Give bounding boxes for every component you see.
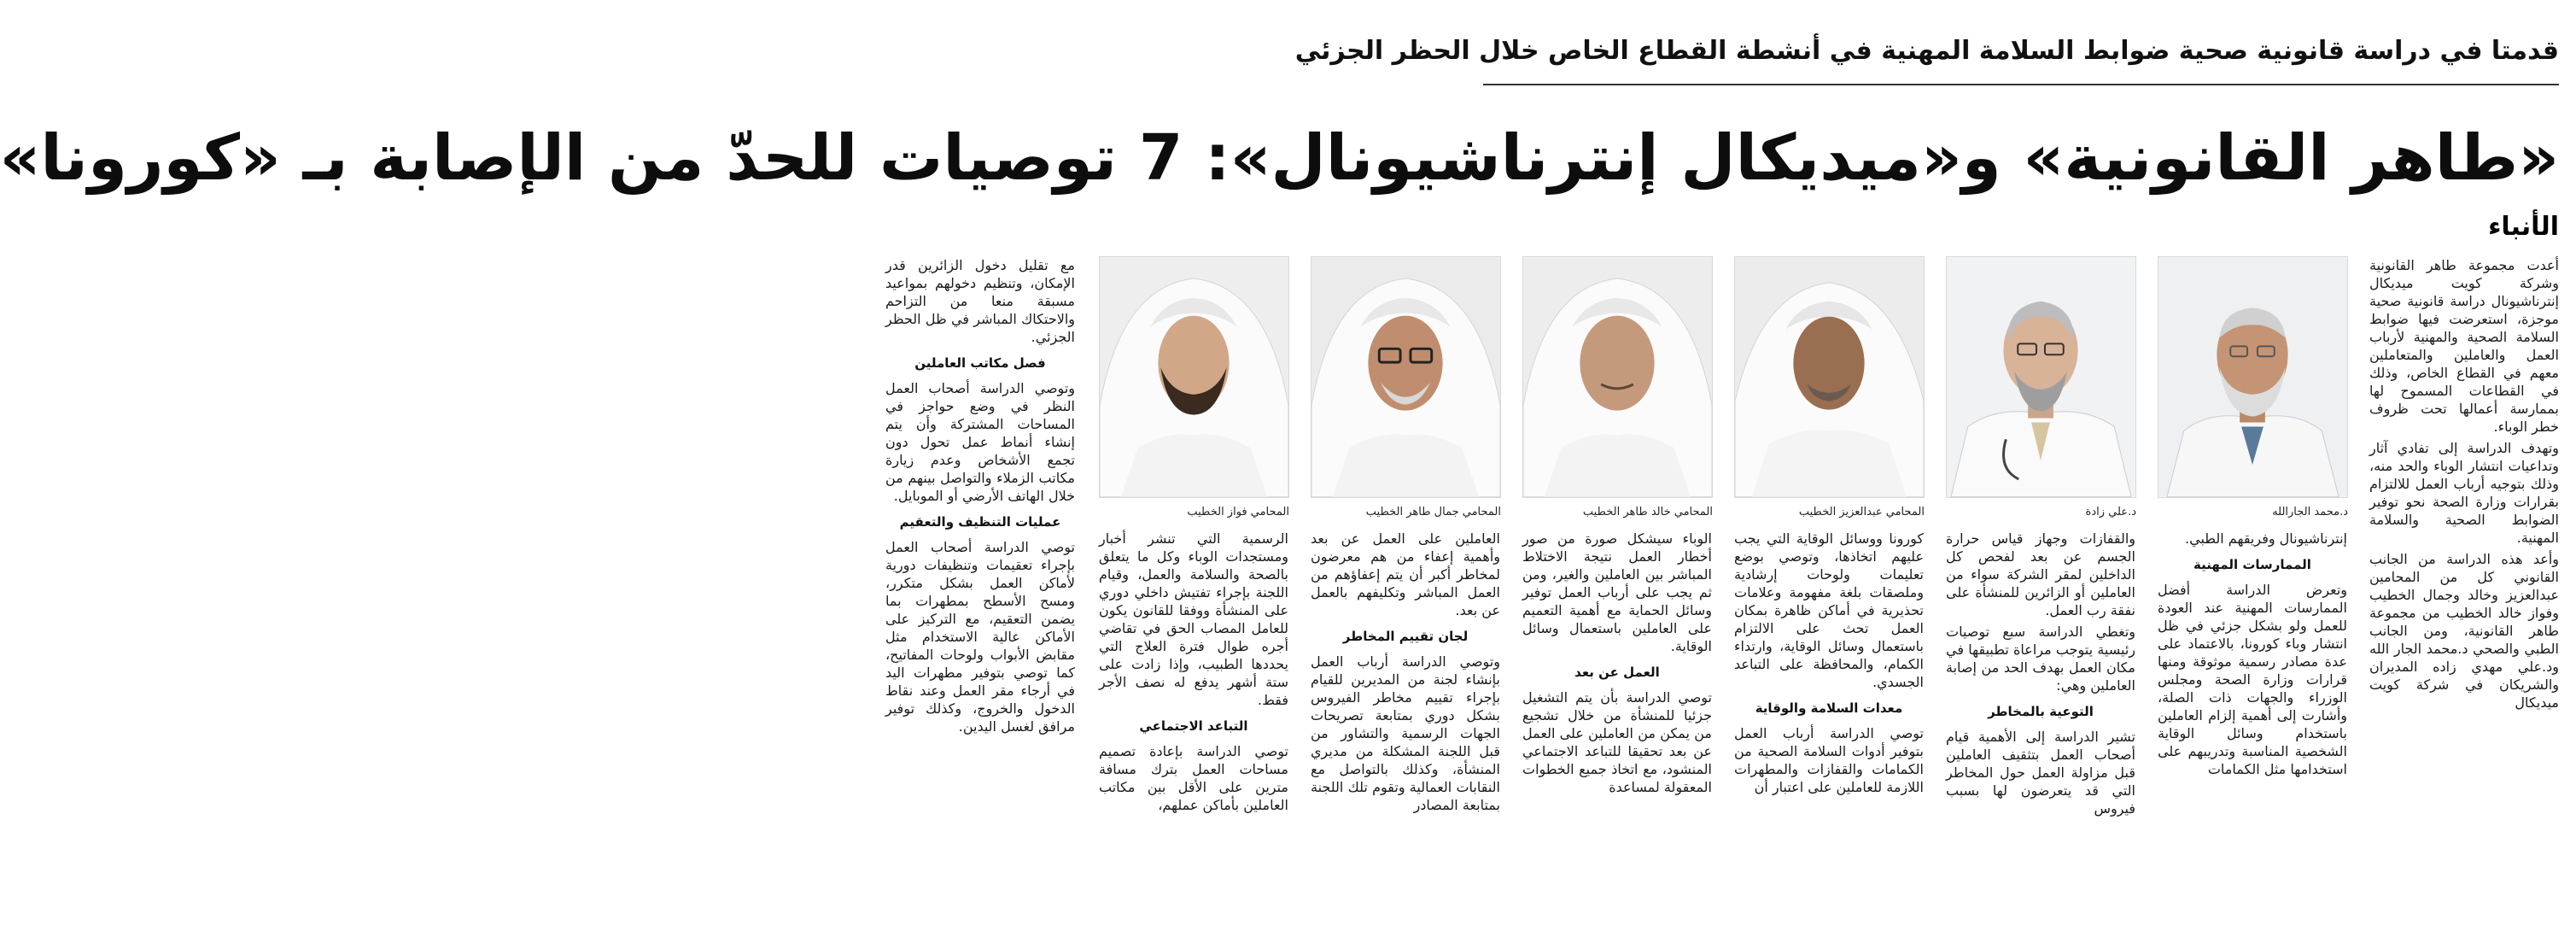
paragraph: وتغطي الدراسة سبع توصيات رئيسية يتوجب مراعاة تطبيقها في مكان العمل بهدف الحد من إصابة العاملين وهي: [1946, 624, 2135, 694]
portrait-ali-zadah [1946, 256, 2136, 498]
caption-fawaz-alkhatib: المحامي فواز الخطيب [1187, 506, 1289, 518]
article-column-2 [2158, 530, 2347, 931]
article-column-4 [1734, 530, 1924, 931]
paragraph: وتعرض الدراسة أفضل الممارسات المهنية عند العودة للعمل ولو بشكل جزئي في ظل انتشار وباء كورونا، بالاعتماد على عدة مصادر رسمية موثوقة ومنها قرارات وزارة الصحة ومجلس الوزراء والجهات ذات الصلة، وأشارت إلى أهمية إلزام العاملين باستخدام وسائل الوقاية الشخصية المناسبة وتدريبهم على استخدامها مثل الكمامات [2158, 582, 2347, 777]
paragraph: والقفازات وجهاز قياس حرارة الجسم عن بعد لفحص كل الداخلين لمقر الشركة سواء من العاملين أو الزائرين للمنشأة على نفقة رب العمل. [1946, 530, 2135, 618]
paragraph: الوباء سيشكل صورة من صور أخطار العمل نتيجة الاختلاط المباشر بين العاملين والغير، ومن ثم يجب على أرباب العمل توفير وسائل الحماية مع أهمية التعميم على العاملين باستعمال وسائل الوقاية. [1522, 530, 1712, 654]
main-headline: «طاهر القانونية» و«ميديكال إنترناشيونال»: 7 توصيات للحدّ من الإصابة بـ «كورونا» [0, 121, 2559, 195]
alanba-logo: الأنباء [2488, 212, 2559, 242]
paragraph: وأعد هذه الدراسة من الجانب القانوني كل من المحامين عبدالعزيز وخالد وجمال الخطيب وفواز خالد الخطيب من مجموعة طاهر القانونية، ومن الجانب الطبي والصحي د.محمد الجار الله ود.علي مهدي زاده المديران والشريكان في شركة كويت ميديكال [2369, 551, 2559, 711]
paragraph: توصي الدراسة أصحاب العمل بإجراء تعقيمات وتنظيفات دورية لأماكن العمل بشكل متكرر، ومسح الأسطح بمطهرات بما يضمن التعقيم، مع التركيز على الأماكن عالية الاستخدام مثل مقابض الأبواب ولوحات المفاتيح، كما توصي بتوفير مطهرات اليد في أرجاء مقر العمل وعند نقاط الدخول والخروج، وكذلك توفير مرافق لغسل اليدين. [885, 539, 1075, 735]
article-column-1 [2369, 256, 2559, 931]
article-column-5 [1522, 530, 1712, 931]
portrait-abdulaziz-alkhatib [1734, 256, 1925, 498]
portrait-khaled-alkhatib [1522, 256, 1713, 498]
portrait-photo-icon [1523, 257, 1712, 497]
paragraph: توصي الدراسة بأن يتم التشغيل جزئيا للمنشأة من خلال تشجيع من يمكن من العاملين على العمل عن بعد تحقيقا للتباعد الاجتماعي المنشود، مع اتخاذ جميع الخطوات المعقولة لمساعدة [1522, 689, 1712, 795]
subheading: التوعية بالمخاطر [1988, 704, 2094, 719]
paragraph: الرسمية التي تنشر أخبار ومستجدات الوباء وكل ما يتعلق بالصحة والسلامة والعمل، وقيام اللجنة بإجراء تفتيش داخلي دوري على المنشأة ووفقا للقانون يكون للعامل المصاب الحق في تقاضي أجره طوال فترة العلاج التي يحددها الطبيب، وإذا زادت على ستة أشهر يدفع له نصف الأجر فقط. [1099, 530, 1288, 708]
paragraph: وتوصي الدراسة أرباب العمل بإنشاء لجنة من المديرين للقيام بإجراء تقييم مخاطر الفيروس بشكل دوري بمتابعة تصريحات الجهات الرسمية والتشاور من قبل اللجنة المشكلة من مديري المنشأة، وكذلك بالتواصل مع النقابات العمالية وتقوم تلك اللجنة بمتابعة المصادر [1311, 653, 1500, 813]
paragraph: العاملين على العمل عن بعد وأهمية إعفاء من هم معرضون لمخاطر أكبر أن يتم إعفاؤهم من العمل المباشر وتكليفهم بالعمل عن بعد. [1311, 530, 1500, 618]
paragraph: وتوصي الدراسة أصحاب العمل النظر في وضع حواجز في المساحات المشتركة وأن يتم إنشاء أنماط عمل تحول دون تجمع الأشخاص وعدم زيارة مكاتب الزملاء والتواصل بينهم من خلال الهاتف الأرضي أو الموبايل. [885, 380, 1075, 504]
subheading: فصل مكاتب العاملين [914, 355, 1046, 371]
subheading: معدات السلامة والوقاية [1755, 700, 1903, 716]
caption-khaled-alkhatib: المحامي خالد طاهر الخطيب [1582, 506, 1713, 518]
paragraph: إنترناشيونال وفريقهم الطبي. [2185, 530, 2347, 547]
subheading: الممارسات المهنية [2193, 557, 2311, 572]
paragraph: توصي الدراسة أرباب العمل بتوفير أدوات السلامة الصحية من الكمامات والقفازات والمطهرات اللازمة للعاملين على اعتبار أن [1734, 725, 1924, 795]
paragraph: تشير الدراسة إلى الأهمية قيام أصحاب العمل بتثقيف العاملين قبل مزاولة العمل حول المخاطر التي قد يتعرضون لها بسبب فيروس [1946, 729, 2135, 817]
portrait-photo-icon [1311, 257, 1500, 497]
paragraph: وتهدف الدراسة إلى تفادي آثار وتداعيات انتشار الوباء والحد منه، وذلك بتوجيه أرباب العمل للالتزام بقرارات وزارة الصحة نحو توفير الضوابط الصحية والسلامة المهنية. [2369, 440, 2559, 546]
subheading: عمليات التنظيف والتعقيم [899, 514, 1061, 530]
subheading: لجان تقييم المخاطر [1342, 629, 1469, 644]
article-column-7 [1099, 530, 1288, 931]
paragraph: توصي الدراسة بإعادة تصميم مساحات العمل بترك مسافة مترين على الأقل بين مكاتب العاملين بأماكن عملهم، [1099, 743, 1288, 813]
article-column-6 [1311, 530, 1500, 931]
subheading: التباعد الاجتماعي [1139, 718, 1248, 734]
caption-jamal-alkhatib: المحامي جمال طاهر الخطيب [1365, 506, 1501, 518]
kicker-divider [1483, 84, 2559, 85]
caption-abdulaziz-alkhatib: المحامي عبدالعزيز الخطيب [1798, 506, 1925, 518]
paragraph: أعدت مجموعة طاهر القانونية وشركة كويت ميديكال إنترناشيونال دراسة قانونية صحية موجزة، استعرضت فيها ضوابط السلامة الصحية والمهنية لأرباب العمل والعاملين والمتعاملين معهم في القطاع الخاص، وذلك في القطاعات المسموح لها بممارسة أعمالها تحت ظروف خطر الوباء. [2369, 257, 2559, 435]
paragraph: كورونا ووسائل الوقاية التي يجب عليهم اتخاذها، وتوصي بوضع تعليمات ولوحات إرشادية وملصقات بلغة مفهومة وعلامات تحذيرية في أماكن ظاهرة بمكان العمل تحث على الالتزام باستعمال وسائل الوقاية، وارتداء الكمام، والمحافظة على التباعد الجسدي. [1734, 530, 1924, 690]
paragraph: مع تقليل دخول الزائرين قدر الإمكان، وتنظيم دخولهم بمواعيد مسبقة منعا من التزاحم والاحتكاك المباشر في ظل الحظر الجزئي. [885, 257, 1075, 345]
subheading: العمل عن بعد [1574, 665, 1660, 680]
portrait-fawaz-alkhatib [1099, 256, 1289, 498]
article-column-8 [885, 256, 1075, 931]
portrait-photo-icon [1100, 257, 1288, 497]
portrait-photo-icon [1735, 257, 1924, 497]
portrait-mohammed-aljarallah [2158, 256, 2348, 498]
portrait-jamal-alkhatib [1311, 256, 1501, 498]
article-column-3 [1946, 530, 2135, 931]
kicker-headline: قدمتا في دراسة قانونية صحية ضوابط السلامة المهنية في أنشطة القطاع الخاص خلال الحظر الجزئي [1294, 36, 2559, 66]
portrait-photo-icon [1947, 257, 2135, 497]
caption-mohammed-aljarallah: د.محمد الجارالله [2272, 506, 2348, 518]
caption-ali-zadah: د.علي زادة [2085, 506, 2136, 518]
portrait-photo-icon [2158, 257, 2347, 497]
